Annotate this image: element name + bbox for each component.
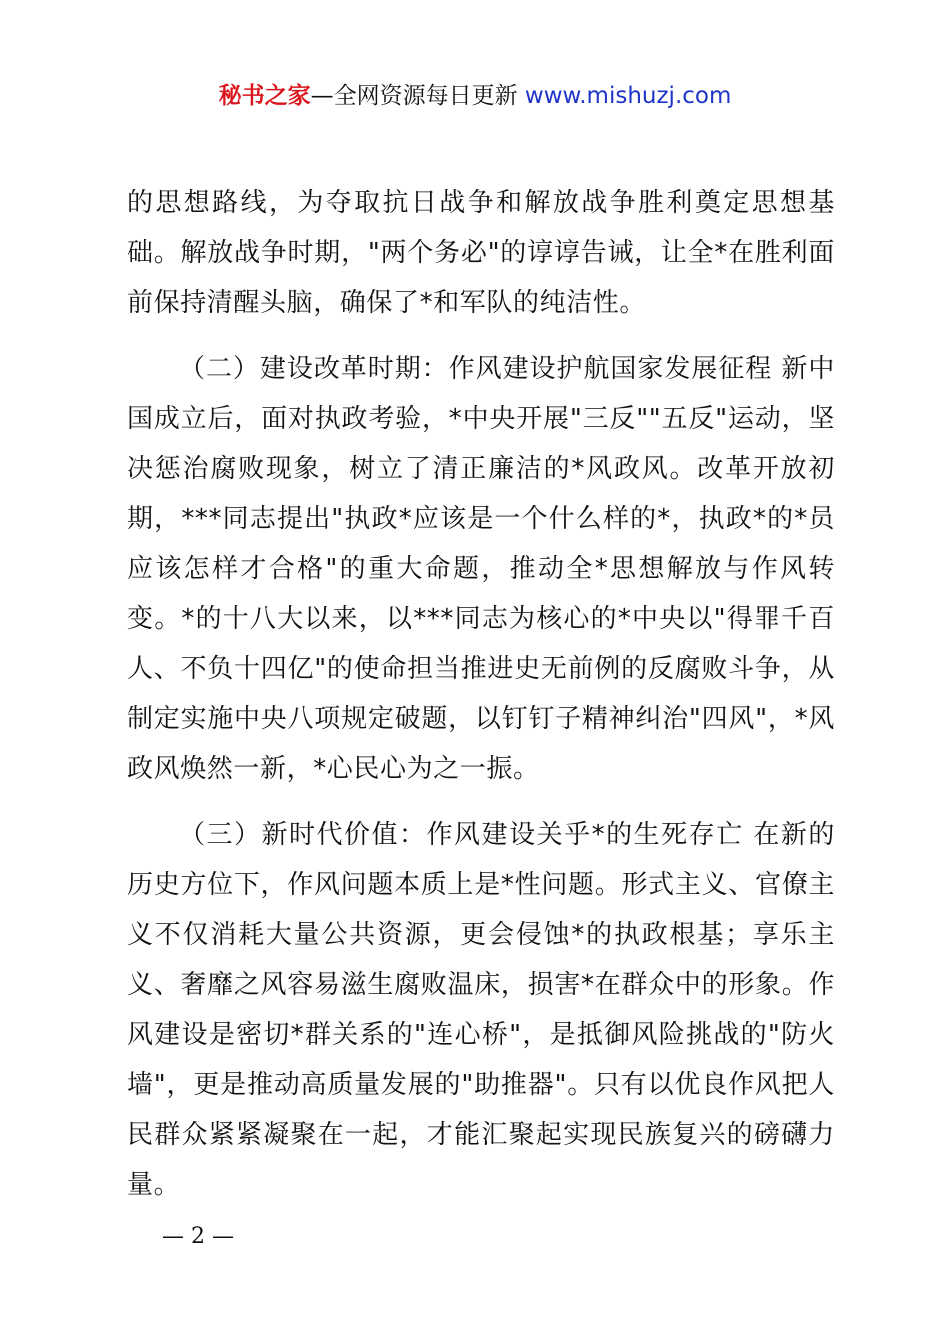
site-tagline: —全网资源每日更新	[310, 83, 525, 109]
document-body	[127, 178, 835, 1210]
paragraph-continued: 的思想路线，为夺取抗日战争和解放战争胜利奠定思想基础。解放战争时期，"两个务必"的谆谆告诫，让全*在胜利面前保持清醒头脑，确保了*和军队的纯洁性。	[127, 188, 835, 318]
site-brand: 秘书之家	[218, 83, 311, 109]
paragraph-section-two: （二）建设改革时期：作风建设护航国家发展征程 新中国成立后，面对执政考验，*中央开展"三反""五反"运动，坚决惩治腐败现象，树立了清正廉洁的*风政风。改革开放初期，***同志提出"执政*应该是一个什么样的*，执政*的*员应该怎样才合格"的重大命题，推动全*思想解放与作风转变。*的十八大以来，以***同志为核心的*中央以"得罪千百人、不负十四亿"的使命担当推进史无前例的反腐败斗争，从制定实施中央八项规定破题，以钉钉子精神纠治"四风"，*风政风焕然一新，*心民心为之一振。	[127, 354, 835, 784]
paragraph-section-three: （三）新时代价值：作风建设关乎*的生死存亡 在新的历史方位下，作风问题本质上是*性问题。形式主义、官僚主义不仅消耗大量公共资源，更会侵蚀*的执政根基；享乐主义、奢靡之风容易滋生腐败温床，损害*在群众中的形象。作风建设是密切*群关系的"连心桥"，是抵御风险挑战的"防火墙"，更是推动高质量发展的"助推器"。只有以优良作风把人民群众紧紧凝聚在一起，才能汇聚起实现民族复兴的磅礴力量。	[127, 820, 835, 1200]
site-url-link[interactable]: www.mishuzj.com	[524, 83, 732, 109]
page-number: — 2 —	[162, 1224, 234, 1249]
site-header	[0, 80, 950, 112]
